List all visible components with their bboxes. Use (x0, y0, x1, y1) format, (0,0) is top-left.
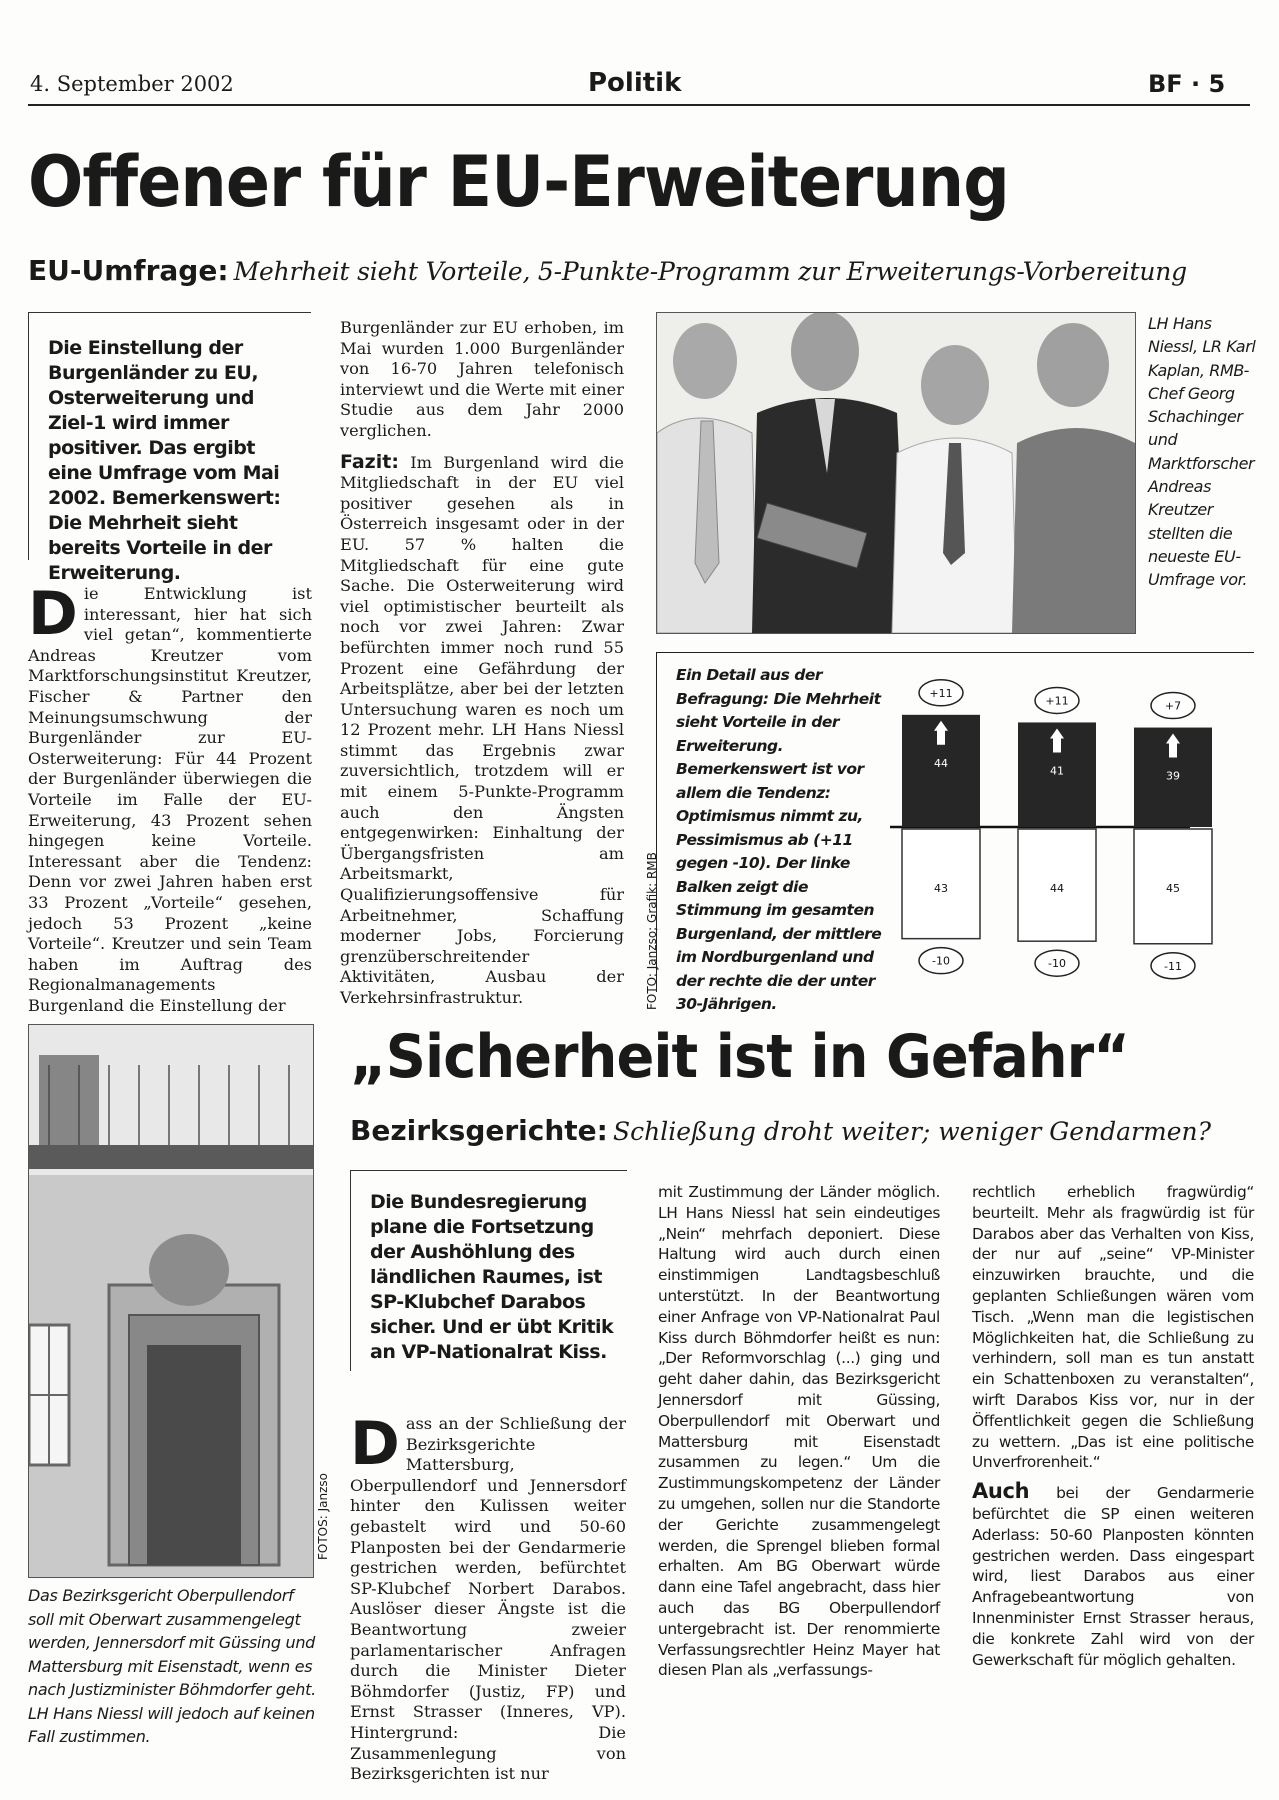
headline: Offener für EU-Erweiterung (28, 141, 1009, 223)
bar-value-label: 45 (1166, 882, 1180, 895)
bar-value-label: 44 (934, 756, 948, 770)
group-photo-image (657, 313, 1135, 633)
column-1-text: ie Entwicklung ist interessant, hier hat sich viel getan“, kommentierte Andreas Kreutzer vom Marktforschungsinstitut Kreutzer, Fischer & Partner den Meinungsumschwung der Burgenländer zur EU-Osterweiterung: Für 44 Prozent der Burgenländer überwiegen die Vorteile im Falle der EU-Erweiterung, 43 Prozent sehen hingegen keine Vorteile. Interessant aber die Tendenz: Denn vor zwei Jahren haben erst 33 Prozent „Vorteile“ gesehen, jedoch 53 Prozent „keine Vorteile“. Kreutzer und sein Team haben im Auftrag des Regionalmanagements Burgenland die Einstellung der (28, 584, 312, 1015)
auch-label: Auch (972, 1479, 1030, 1504)
section-title: Politik (588, 68, 682, 98)
change-label-down: -11 (1164, 959, 1182, 973)
chart-caption: Ein Detail aus der Befragung: Die Mehrheit sieht Vorteile in der Erweiterung. Bemerkenswert ist vor allem die Tendenz: Optimismus nimmt zu, Pessimismus ab (+11 gegen -10). Der linke Balken zeigt die Stimmung im gesamten Burgenland, der mittlere im Nordburgenland und der rechte die der unter 30-Jährigen. (676, 666, 882, 1013)
bar-value-label: 39 (1166, 769, 1180, 783)
page-number: BF · 5 (1148, 70, 1226, 98)
photo-caption: LH Hans Niessl, LR Karl Kaplan, RMB-Chef Georg Schachinger und Marktforscher Andreas Kreutzer stellten die neueste EU-Umfrage vor. (1148, 314, 1256, 590)
article-2-column-3 (972, 1182, 1254, 1670)
column-2-fazit (340, 452, 624, 1009)
article-column-2 (340, 318, 624, 1009)
lead-text-2: Die Bundesregierung plane die Fortsetzung der Aushöhlung des ländlichen Raumes, ist SP-Klubchef Darabos sicher. Und er übt Kritik an VP-Nationalrat Kiss. (370, 1191, 614, 1363)
chart-credit: FOTO: Janzso; Grafik: RMB (645, 852, 659, 1010)
article-2-column-1-text: ass an der Schließung der Bezirksgerichte Mattersburg, Oberpullendorf und Jennersdorf hinter den Kulissen weiter gebastelt wird und 50-60 Planposten bei der Gendarmerie gestrichen werden, befürchtet SP-Klubchef Norbert Darabos. Auslöser dieser Ängste ist die Beantwortung zweier parlamentarischer Anfragen durch die Minister Dieter Böhmdorfer (Justiz, FP) und Ernst Strasser (Inneres, VP). Hintergrund: Die Zusammenlegung von Bezirksgerichten ist nur (350, 1414, 626, 1784)
fazit-label: Fazit: (340, 450, 399, 473)
bar-chart (890, 660, 1254, 996)
subheadline-2-kicker: Bezirksgerichte: (350, 1114, 608, 1147)
subheadline (28, 254, 1187, 287)
subheadline-kicker: EU-Umfrage: (28, 254, 229, 287)
subheadline-2 (350, 1114, 1211, 1147)
photo-credit: FOTOS: Janzso (316, 1473, 330, 1560)
court-building-photo (28, 1024, 314, 1578)
fazit-text: Im Burgenland wird die Mitgliedschaft in der EU viel positiver gesehen als in Österreich insgesamt oder in der EU. 57 % halten die Mitgliedschaft für eine gute Sache. Die Osterweiterung wird viel optimistischer beurteilt als noch vor zwei Jahren: Zwar befürchten immer noch rund 55 Prozent eine Gefährdung der Arbeitsplätze, aber bei der letzten Untersuchung waren es noch um 12 Prozent mehr. LH Hans Niessl stimmt das Ergebnis zwar zuversichtlich, trotzdem will er mit einem 5-Punkte-Programm auch den Ängsten entgegenwirken: Einhaltung der Übergangsfristen am Arbeitsmarkt, Qualifizierungsoffensive für Arbeitnehmer, Schaffung moderner Jobs, Forcierung grenzüberschreitender Aktivitäten, Ausbau der Verkehrsinfrastruktur. (340, 452, 624, 1007)
article-2-column-2 (658, 1182, 940, 1681)
subheadline-2-text: Schließung droht weiter; weniger Gendarmen? (612, 1117, 1212, 1146)
bar-value-label: 43 (934, 882, 948, 895)
article-column-1 (28, 579, 312, 1016)
drop-cap-2: D (350, 1409, 400, 1479)
article-2-column-3-gendarmerie (972, 1481, 1254, 1670)
bar-chart-svg (890, 660, 1254, 996)
change-label-up: +11 (929, 686, 953, 700)
change-label-up: +11 (1045, 694, 1069, 708)
column-2-intro: Burgenländer zur EU erhoben, im Mai wurden 1.000 Burgenländer von 16-70 Jahren telefonisch interviewt und die Werte mit einer Studie aus dem Jahr 2000 verglichen. (340, 318, 624, 440)
article-2-column-3-text: bei der Gendarmerie befürchtet die SP einen weiteren Aderlass: 50-60 Planposten könnten gestrichen werden. Dass eingespart wird, liest Darabos aus einer Anfragebeantwortung von Innenminister Ernst Strasser heraus, die konkrete Zahl wird von der Gewerkschaft für möglich gehalten. (972, 1484, 1255, 1669)
change-label-up: +7 (1164, 699, 1182, 713)
chart-frame (656, 652, 1254, 653)
article-2-column-2-text: mit Zustimmung der Länder möglich. LH Hans Niessl hat sein eindeutiges „Nein“ mehrfach deponiert. Diese Haltung wird auch durch einen einstimmigen Landtagsbeschluß unterstützt. In der Beantwortung einer Anfrage von VP-Nationalrat Paul Kiss durch Böhmdorfer heißt es nun: „Der Reformvorschlag (...) ging und geht daher dahin, das Bezirksgericht Jennersdorf mit Güssing, Oberpullendorf mit Oberwart und Mattersburg mit Eisenstadt zusammen zu legen.“ Um die Zustimmungskompetenz der Länder zu umgehen, sollen nur die Standorte der Gerichte zusammengelegt werden, die Sprengel blieben formal erhalten. Am BG Oberwart würde dann eine Tafel angebracht, dass hier auch das BG Oberpullendorf untergebracht ist. Der renommierte Verfassungsrechtler Heinz Mayer hat diesen Plan als „verfassungs- (658, 1183, 940, 1680)
article-2-column-1 (350, 1409, 626, 1785)
bar-value-label: 44 (1050, 882, 1064, 895)
lead-text: Die Einstellung der Burgenländer zu EU, Osterweiterung und Ziel-1 wird immer positiver. Das ergibt eine Umfrage vom Mai 2002. Bemerkenswert: Die Mehrheit sieht bereits Vorteile in der Erweiterung. (48, 337, 281, 584)
change-label-down: -10 (1048, 957, 1066, 971)
change-label-down: -10 (932, 954, 950, 968)
subheadline-text: Mehrheit sieht Vorteile, 5-Punkte-Programm zur Erweiterungs-Vorbereitung (233, 257, 1187, 286)
issue-date: 4. September 2002 (30, 72, 234, 96)
group-photo (656, 312, 1136, 634)
drop-cap: D (28, 579, 78, 649)
bar-value-label: 41 (1050, 764, 1064, 778)
court-building-image (29, 1025, 313, 1577)
article-2-column-3-intro: rechtlich erheblich fragwürdig“ beurteilt. Mehr als fragwürdig ist für Darabos aber das Verhalten von Kiss, der nur auf „seine“ VP-Minister einzuwirken brauchte, und die geplanten Schließungen wären vom Tisch. „Wenn man die legistischen Möglichkeiten hat, die Schließung zu verhindern, soll man es tun anstatt ein Schattenboxen zu veranstalten“, wirft Darabos Kiss vor, nur in der Öffentlichkeit gegen die Schließung zu wettern. „Das ist eine politische Unverfrorenheit.“ (972, 1183, 1254, 1472)
headline-2: „Sicherheit ist in Gefahr“ (350, 1022, 1129, 1092)
header-rule (28, 104, 1250, 106)
court-photo-caption: Das Bezirksgericht Oberpullendorf soll mit Oberwart zusammengelegt werden, Jennersdorf mit Güssing und Mattersburg mit Eisenstadt, wenn es nach Justizminister Böhmdorfer geht. LH Hans Niessl will jedoch auf keinen Fall zustimmen. (28, 1586, 316, 1746)
